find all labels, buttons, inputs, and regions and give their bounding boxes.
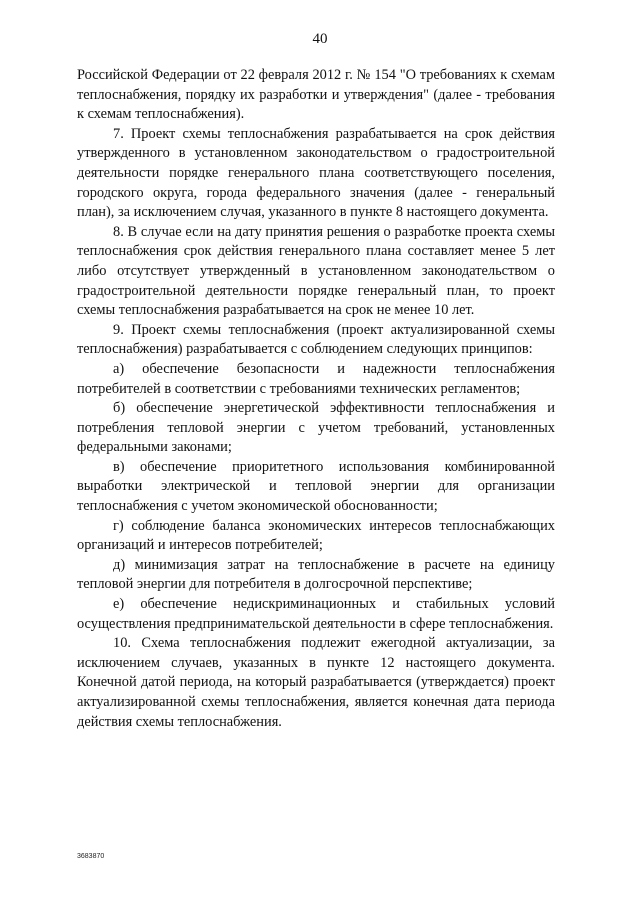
paragraph-subitem-g: г) соблюдение баланса экономических интересов теплоснабжающих организаций и интересов потребителей; [77, 517, 555, 554]
paragraph-item-10: 10. Схема теплоснабжения подлежит ежегодной актуализации, за исключением случаев, указанных в пункте 12 настоящего документа. Конечной датой периода, на который разрабатывается (утверждается) проект актуализированной схемы теплоснабжения, является конечная дата периода действия схемы теплоснабжения. [77, 635, 555, 730]
paragraph-subitem-e: е) обеспечение недискриминационных и стабильных условий осуществления предпринимательской деятельности в сфере теплоснабжения. [77, 596, 555, 632]
paragraph-subitem-v: в) обеспечение приоритетного использования комбинированной выработки электрической и тепловой энергии для организации теплоснабжения с учетом экономической обоснованности; [77, 458, 555, 515]
paragraph-item-8: 8. В случае если на дату принятия решения о разработке проекта схемы теплоснабжения срок действия генерального плана составляет менее 5 лет либо отсутствует утвержденный в установленном законодательством о градостроительной деятельности порядке генеральный план, то проект схемы теплоснабжения разрабатывается на срок не менее 10 лет. [77, 223, 555, 319]
footer-document-code: 3683870 [77, 853, 105, 860]
paragraph-item-7: 7. Проект схемы теплоснабжения разрабатывается на срок действия утвержденного в установленном законодательством о градостроительной деятельности порядке генерального плана соответствующего поселения, городского округа, города федерального значения (далее - генеральный план), за исключением случая, указанного в пункте 8 настоящего документа. [77, 125, 555, 221]
page-number: 40 [312, 31, 328, 47]
paragraph-continuation: Российской Федерации от 22 февраля 2012 г. № 154 "О требованиях к схемам теплоснабжения, порядку их разработки и утверждения" (далее - требования к схемам теплоснабжения). [77, 67, 555, 123]
document-body [77, 66, 555, 732]
paragraph-subitem-a: а) обеспечение безопасности и надежности теплоснабжения потребителей в соответствии с требованиями технических регламентов; [77, 360, 555, 397]
paragraph-subitem-d: д) минимизация затрат на теплоснабжение в расчете на единицу тепловой энергии для потребителя в долгосрочной перспективе; [77, 556, 555, 593]
paragraph-subitem-b: б) обеспечение энергетической эффективности теплоснабжения и потребления тепловой энергии с учетом требований, установленных федеральными законами; [77, 400, 555, 456]
paragraph-item-9: 9. Проект схемы теплоснабжения (проект актуализированной схемы теплоснабжения) разрабатывается с соблюдением следующих принципов: [77, 321, 555, 358]
